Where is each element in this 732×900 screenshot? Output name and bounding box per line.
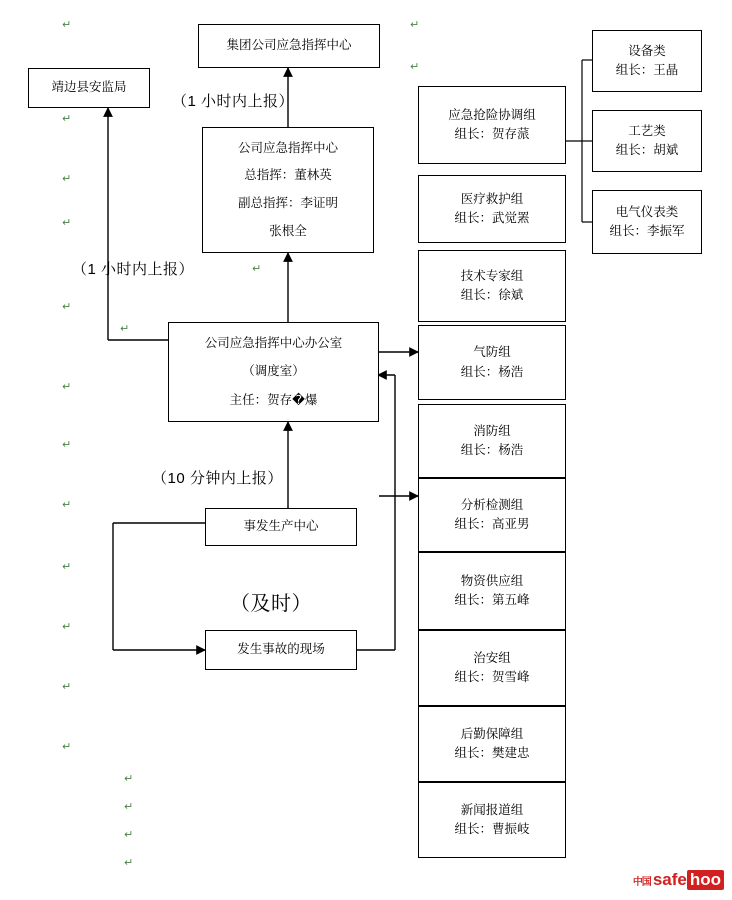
return-mark: ↵ bbox=[62, 499, 72, 511]
box-line: 后勤保障组 bbox=[460, 726, 524, 741]
return-mark: ↵ bbox=[124, 857, 134, 869]
box-line: 组长：徐斌 bbox=[460, 288, 524, 302]
return-mark: ↵ bbox=[62, 19, 72, 31]
box-line: 主任：贺存�爆 bbox=[229, 392, 318, 407]
box-press-group bbox=[418, 782, 566, 858]
box-rescue-coordination bbox=[418, 86, 566, 164]
box-line: 组长：武觉罴 bbox=[454, 211, 530, 225]
return-mark: ↵ bbox=[62, 439, 72, 451]
box-equipment-class bbox=[592, 30, 702, 92]
return-mark: ↵ bbox=[124, 801, 134, 813]
box-line: 张根全 bbox=[269, 224, 307, 239]
watermark bbox=[633, 870, 724, 890]
box-line: 工艺类 bbox=[628, 123, 666, 138]
box-line: 副总指挥：李证明 bbox=[237, 196, 338, 211]
box-medical-group bbox=[418, 175, 566, 243]
box-logistics-group bbox=[418, 706, 566, 782]
box-center-office bbox=[168, 322, 379, 422]
return-mark: ↵ bbox=[124, 829, 134, 841]
box-line: 组长：杨浩 bbox=[460, 364, 524, 379]
box-line: 组长：贺雪峰 bbox=[454, 670, 530, 684]
box-line: 医疗救护组 bbox=[460, 191, 524, 206]
box-gas-defense-group bbox=[418, 325, 566, 400]
watermark-hoo: hoo bbox=[687, 870, 724, 890]
box-fire-group bbox=[418, 404, 566, 478]
return-mark: ↵ bbox=[62, 621, 72, 633]
box-line: 治安组 bbox=[473, 650, 511, 665]
box-line: 组长：贺存蒎 bbox=[454, 127, 530, 141]
return-mark: ↵ bbox=[124, 773, 134, 785]
return-mark: ↵ bbox=[62, 741, 72, 753]
box-line: 消防组 bbox=[473, 423, 511, 438]
box-line: 组长：李振军 bbox=[609, 224, 685, 238]
box-line: 公司应急指挥中心办公室 bbox=[204, 335, 343, 350]
box-line: 总指挥：董林英 bbox=[244, 168, 332, 183]
box-line: 分析检测组 bbox=[460, 497, 524, 512]
return-mark: ↵ bbox=[410, 19, 420, 31]
box-accident-site bbox=[205, 630, 357, 670]
return-mark: ↵ bbox=[62, 681, 72, 693]
return-mark: ↵ bbox=[410, 61, 420, 73]
box-supply-group bbox=[418, 552, 566, 630]
box-line: 组长：第五峰 bbox=[454, 593, 530, 607]
return-mark: ↵ bbox=[62, 301, 72, 313]
box-process-class bbox=[592, 110, 702, 172]
label-report-1h-top: （1 小时内上报） bbox=[172, 93, 295, 110]
return-mark: ↵ bbox=[62, 217, 72, 229]
box-line: 公司应急指挥中心 bbox=[237, 140, 338, 155]
return-mark: ↵ bbox=[62, 381, 72, 393]
box-line: 组长：樊建忠 bbox=[454, 746, 530, 760]
label-report-timely: （及时） bbox=[230, 593, 312, 615]
return-mark: ↵ bbox=[120, 323, 130, 335]
box-line: 组长：曹振岐 bbox=[454, 822, 530, 836]
box-jingbian-bureau bbox=[28, 68, 150, 108]
label-report-1h-left: （1 小时内上报） bbox=[72, 261, 195, 278]
watermark-safe: safe bbox=[652, 870, 687, 889]
box-line: 设备类 bbox=[628, 43, 666, 58]
box-line: 事发生产中心 bbox=[243, 519, 319, 534]
box-line: 技术专家组 bbox=[460, 268, 524, 283]
box-line: （调度室） bbox=[242, 364, 305, 379]
box-tech-expert-group bbox=[418, 250, 566, 322]
box-line: 物资供应组 bbox=[460, 573, 524, 588]
return-mark: ↵ bbox=[62, 561, 72, 573]
box-line: 发生事故的现场 bbox=[237, 642, 325, 657]
return-mark: ↵ bbox=[62, 113, 72, 125]
watermark-cn: 中国 bbox=[632, 876, 651, 888]
box-line: 靖边县安监局 bbox=[51, 80, 127, 95]
box-line: 集团公司应急指挥中心 bbox=[226, 38, 352, 53]
box-line: 应急抢险协调组 bbox=[448, 107, 536, 122]
box-line: 组长：杨浩 bbox=[460, 443, 524, 457]
box-line: 气防组 bbox=[473, 345, 511, 360]
box-company-center bbox=[202, 127, 374, 253]
box-production-center bbox=[205, 508, 357, 546]
return-mark: ↵ bbox=[62, 173, 72, 185]
box-group-center bbox=[198, 24, 380, 68]
box-line: 组长：王晶 bbox=[615, 63, 679, 77]
return-mark: ↵ bbox=[252, 263, 262, 275]
box-line: 电气仪表类 bbox=[615, 204, 679, 219]
label-report-10min: （10 分钟内上报） bbox=[152, 470, 283, 487]
box-line: 组长：胡斌 bbox=[615, 143, 679, 157]
box-line: 组长：高亚男 bbox=[454, 517, 530, 531]
box-security-group bbox=[418, 630, 566, 706]
box-line: 新闻报道组 bbox=[460, 802, 524, 817]
box-analysis-group bbox=[418, 478, 566, 552]
box-electrical-class bbox=[592, 190, 702, 254]
